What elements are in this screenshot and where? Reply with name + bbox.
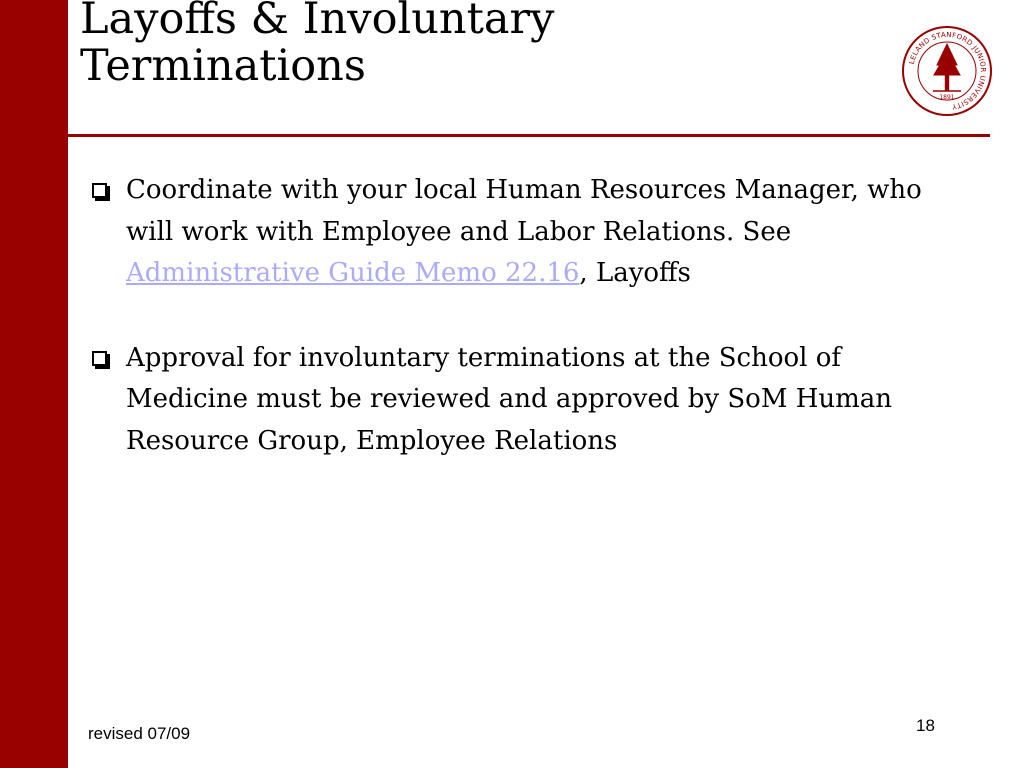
seal-year: 1891 xyxy=(939,94,955,101)
revision-footer: revised 07/09 xyxy=(88,724,191,743)
slide-title-line-2: Terminations xyxy=(80,41,366,91)
bullet-item-1 xyxy=(88,170,928,295)
bullet-list xyxy=(88,170,928,505)
left-accent-bar xyxy=(0,0,68,768)
page-number: 18 xyxy=(916,716,935,735)
hollow-square-bullet-icon xyxy=(92,183,107,198)
stanford-seal-logo xyxy=(901,25,993,117)
hollow-square-bullet-icon xyxy=(92,351,107,366)
slide-title xyxy=(80,0,860,90)
seal-ring-text: LELAND STANFORD JUNIOR UNIVERSITY xyxy=(907,30,988,111)
admin-guide-memo-link[interactable]: Administrative Guide Memo 22.16 xyxy=(126,258,580,288)
slide-title-line-1: Layoffs & Involuntary xyxy=(80,0,555,44)
bullet-2-text: Approval for involuntary terminations at the School of Medicine must be reviewed and approved by SoM Human Resource Group, Employee Relations xyxy=(126,342,893,456)
bullet-1-text-tail: , Layoffs xyxy=(579,258,691,288)
bullet-1-text: Coordinate with your local Human Resources Manager, who will work with Employee and Labor Relations. See xyxy=(126,175,922,247)
bullet-item-2 xyxy=(88,338,928,463)
title-divider xyxy=(68,134,990,137)
